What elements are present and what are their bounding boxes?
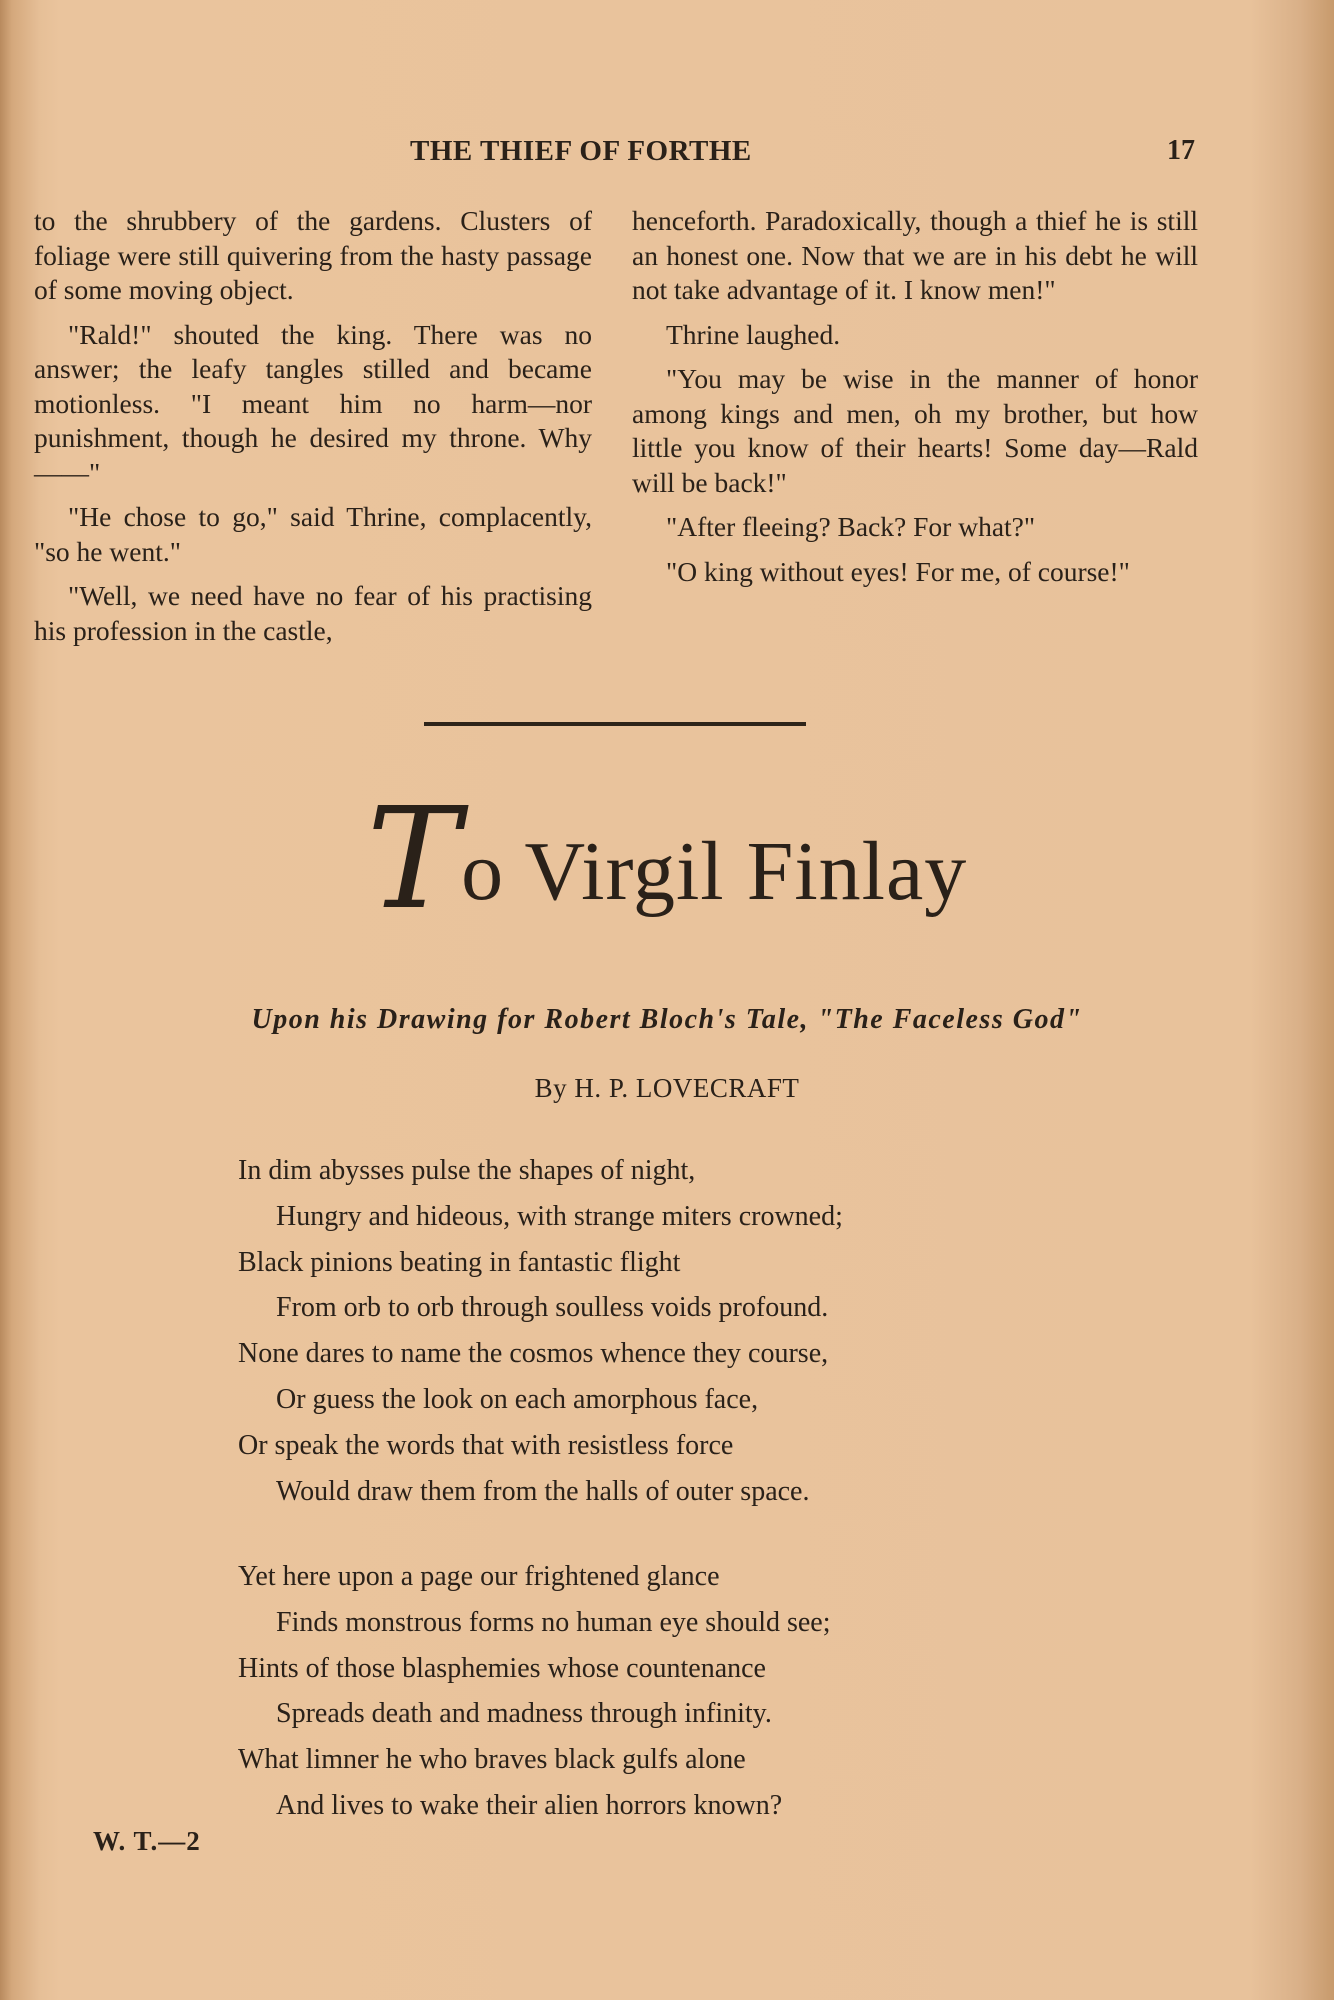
poem-subtitle: Upon his Drawing for Robert Bloch's Tale, "The Faceless God" <box>251 1004 1083 1035</box>
story-left-column <box>34 204 592 658</box>
poem-line: In dim abysses pulse the shapes of night, <box>238 1155 696 1186</box>
poem-byline: By H. P. LOVECRAFT <box>534 1073 800 1103</box>
story-paragraph: "Well, we need have no fear of his practising his profession in the castle, <box>34 580 592 646</box>
poem-line: Hungry and hideous, with strange miters crowned; <box>276 1200 843 1232</box>
story-paragraph: "O king without eyes! For me, of course!" <box>666 555 1130 587</box>
story-paragraph: "After fleeing? Back? For what?" <box>666 511 1036 542</box>
poem-line: Black pinions beating in fantastic flight <box>238 1246 681 1278</box>
story-paragraph: henceforth. Paradoxically, though a thief he is still an honest one. Now that we are in his debt he will not take advantage of it. I know men!" <box>632 205 1198 305</box>
page-number: 17 <box>1167 135 1195 166</box>
poem-line: Or speak the words that with resistless force <box>238 1429 734 1461</box>
poem-line: From orb to orb through soulless voids profound. <box>276 1292 829 1324</box>
running-title: THE THIEF OF FORTHE <box>410 135 752 167</box>
poem-line: Finds monstrous forms no human eye should see; <box>276 1606 831 1638</box>
poem-line: Or guess the look on each amorphous face, <box>276 1383 759 1415</box>
story-paragraph: Thrine laughed. <box>666 318 841 350</box>
story-paragraph: "You may be wise in the manner of honor among kings and men, oh my brother, but how little you know of their hearts! Some day—Rald will be back!" <box>632 363 1198 498</box>
poem-title-text: o Virgil Finlay <box>461 825 968 918</box>
story-paragraph: to the shrubbery of the gardens. Clusters of foliage were still quivering from the hasty passage of some moving object. <box>34 205 592 305</box>
section-divider <box>424 722 806 726</box>
poem-line: What limner he who braves black gulfs alone <box>238 1744 746 1776</box>
poem-stanza-2 <box>238 1554 1038 1829</box>
story-right-column <box>632 204 1198 599</box>
poem-line: None dares to name the cosmos whence they course, <box>238 1338 829 1370</box>
poem-line: Hints of those blasphemies whose countenance <box>238 1652 766 1684</box>
decorative-initial: T <box>366 778 462 941</box>
poem-line: Would draw them from the halls of outer space. <box>276 1475 810 1507</box>
story-paragraph: "He chose to go," said Thrine, complacently, "so he went." <box>34 501 592 567</box>
page-header <box>0 135 1334 175</box>
poem-stanza-1 <box>238 1148 1038 1514</box>
poem-line: And lives to wake their alien horrors known? <box>276 1789 783 1821</box>
poem-line: Yet here upon a page our frightened glance <box>238 1561 720 1592</box>
signature-mark: W. T.—2 <box>93 1826 201 1856</box>
poem-line: Spreads death and madness through infinity. <box>276 1698 772 1730</box>
story-paragraph: "Rald!" shouted the king. There was no answer; the leafy tangles stilled and became motionless. "I meant him no harm—nor punishment, though he desired my throne. Why——" <box>34 318 592 488</box>
poem-title <box>0 778 1334 941</box>
